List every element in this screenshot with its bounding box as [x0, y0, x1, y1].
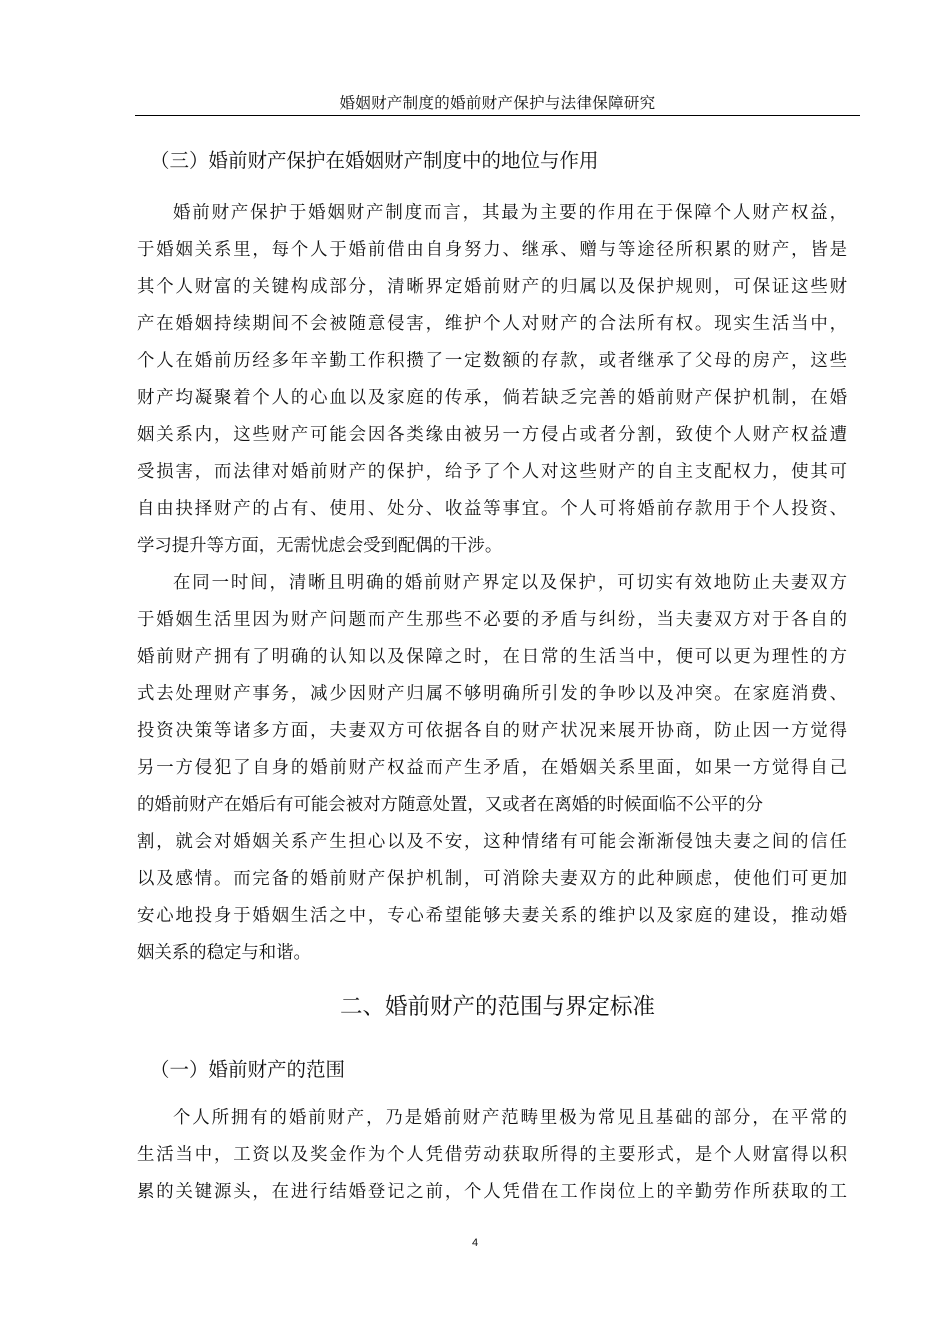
paragraph-line: 的婚前财产在婚后有可能会被对方随意处置，又或者在离婚的时候面临不公平的分 [137, 795, 764, 815]
paragraph-1 [137, 195, 847, 565]
paragraph-2 [137, 565, 847, 972]
paragraph-line: 产在婚姻持续期间不会被随意侵害，维护个人对财产的合法所有权。现实生活当中， [137, 314, 847, 334]
paragraph-line: 生活当中，工资以及奖金作为个人凭借劳动获取所得的主要形式，是个人财富得以积 [137, 1145, 847, 1165]
chapter-heading: 二、婚前财产的范围与界定标准 [339, 994, 655, 1020]
paragraph-line: 其个人财富的关键构成部分，清晰界定婚前财产的归属以及保护规则，可保证这些财 [137, 277, 847, 297]
paragraph-line: 在同一时间，清晰且明确的婚前财产界定以及保护，可切实有效地防止夫妻双方 [173, 573, 847, 593]
paragraph-line: 割，就会对婚姻关系产生担心以及不安，这种情绪有可能会渐渐侵蚀夫妻之间的信任 [137, 832, 847, 852]
paragraph-line: 姻关系内，这些财产可能会因各类缘由被另一方侵占或者分割，致使个人财产权益遭 [137, 425, 847, 445]
paragraph-line: 式去处理财产事务，减少因财产归属不够明确所引发的争吵以及冲突。在家庭消费、 [137, 684, 847, 704]
paragraph-line: 以及感情。而完备的婚前财产保护机制，可消除夫妻双方的此种顾虑，使他们可更加 [137, 869, 847, 889]
page-number: 4 [471, 1237, 479, 1249]
paragraph-line: 于婚姻生活里因为财产问题而产生那些不必要的矛盾与纠纷，当夫妻双方对于各自的 [137, 610, 847, 630]
paragraph-line: 受损害，而法律对婚前财产的保护，给予了个人对这些财产的自主支配权力，使其可 [137, 462, 847, 482]
running-header: 婚姻财产制度的婚前财产保护与法律保障研究 [339, 94, 656, 112]
paragraph-line: 个人在婚前历经多年辛勤工作积攒了一定数额的存款，或者继承了父母的房产，这些 [137, 351, 847, 371]
paragraph-line: 个人所拥有的婚前财产，乃是婚前财产范畴里极为常见且基础的部分，在平常的 [173, 1108, 847, 1128]
paragraph-line: 婚前财产拥有了明确的认知以及保障之时，在日常的生活当中，便可以更为理性的方 [137, 647, 847, 667]
paragraph-line: 投资决策等诸多方面，夫妻双方可依据各自的财产状况来展开协商，防止因一方觉得 [137, 721, 847, 741]
section-heading-3: （三）婚前财产保护在婚姻财产制度中的地位与作用 [150, 149, 599, 172]
paragraph-line: 自由抉择财产的占有、使用、处分、收益等事宜。个人可将婚前存款用于个人投资、 [137, 499, 847, 519]
paragraph-line: 累的关键源头，在进行结婚登记之前，个人凭借在工作岗位上的辛勤劳作所获取的工 [137, 1182, 847, 1202]
header-rule [135, 115, 860, 116]
paragraph-line: 姻关系的稳定与和谐。 [137, 943, 311, 963]
paragraph-line: 于婚姻关系里，每个人于婚前借由自身努力、继承、赠与等途径所积累的财产，皆是 [137, 240, 847, 260]
paragraph-line: 另一方侵犯了自身的婚前财产权益而产生矛盾，在婚姻关系里面，如果一方觉得自己 [137, 758, 847, 778]
paragraph-line: 婚前财产保护于婚姻财产制度而言，其最为主要的作用在于保障个人财产权益， [173, 203, 847, 223]
paragraph-line: 安心地投身于婚姻生活之中，专心希望能够夫妻关系的维护以及家庭的建设，推动婚 [137, 906, 847, 926]
paragraph-3 [137, 1100, 847, 1211]
section-heading-1: （一）婚前财产的范围 [150, 1058, 346, 1081]
paragraph-line: 财产均凝聚着个人的心血以及家庭的传承，倘若缺乏完善的婚前财产保护机制，在婚 [137, 388, 847, 408]
paragraph-line: 学习提升等方面，无需忧虑会受到配偶的干涉。 [137, 536, 503, 556]
